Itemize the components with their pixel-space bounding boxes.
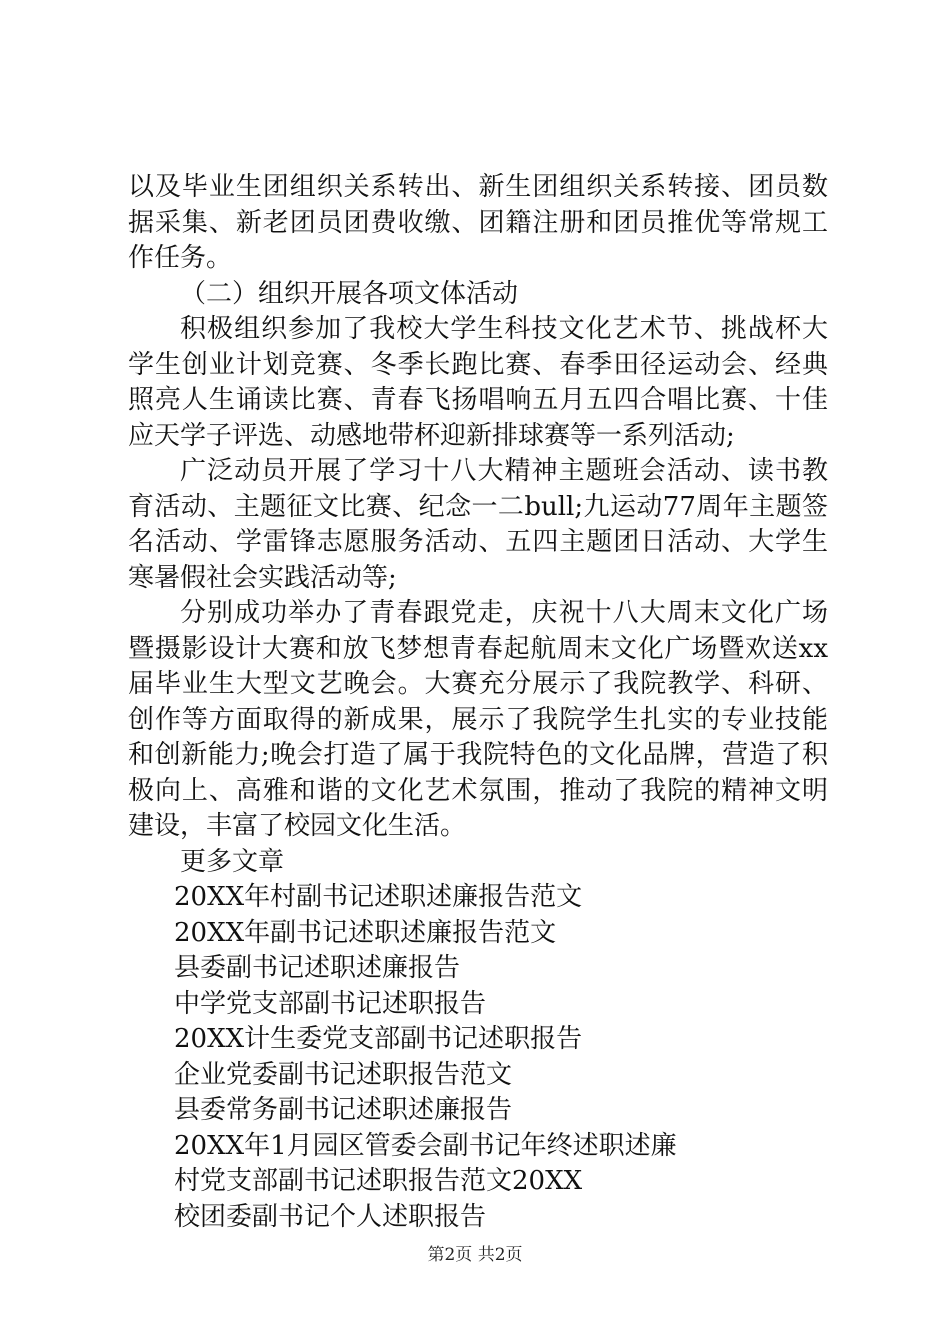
paragraph-events: 分别成功举办了青春跟党走，庆祝十八大周末文化广场暨摄影设计大赛和放飞梦想青春起航周末文化广场暨欢送xx届毕业生大型文艺晚会。大赛充分展示了我院教学、科研、创作等方面取得的新成果，展示了我院学生扎实的专业技能和创新能力;晚会打造了属于我院特色的文化品牌，营造了积极向上、高雅和谐的文化艺术氛围，推动了我院的精神文明建设，丰富了校园文化生活。 (128, 598, 828, 841)
more-articles-label: 更多文章 (180, 846, 285, 877)
article-link[interactable]: 校团委副书记个人述职报告 (174, 1201, 487, 1232)
page-footer: 第2页 共2页 (427, 1245, 523, 1265)
paragraph-activities: 积极组织参加了我校大学生科技文化艺术节、挑战杯大学生创业计划竞赛、冬季长跑比赛、春季田径运动会、经典照亮人生诵读比赛、青春飞扬唱响五月五四合唱比赛、十佳应天学子评选、动感地带杯迎新排球赛等一系列活动; (128, 314, 828, 451)
article-link[interactable]: 企业党委副书记述职报告范文 (174, 1059, 513, 1090)
document-body (128, 170, 828, 1235)
article-link[interactable]: 20XX计生委党支部副书记述职报告 (174, 1024, 583, 1054)
section-heading: （二）组织开展各项文体活动 (180, 278, 519, 309)
article-link[interactable]: 县委副书记述职述廉报告 (174, 953, 461, 983)
article-link[interactable]: 20XX年1月园区管委会副书记年终述职述廉 (174, 1130, 677, 1161)
paragraph-work-tasks: 以及毕业生团组织关系转出、新生团组织关系转接、团员数据采集、新老团员团费收缴、团籍注册和团员推优等常规工作任务。 (128, 172, 828, 273)
article-link[interactable]: 村党支部副书记述职报告范文20XX (174, 1166, 583, 1196)
more-articles-list (128, 880, 828, 1235)
article-link[interactable]: 20XX年村副书记述职述廉报告范文 (174, 882, 583, 912)
paragraph-mobilization: 广泛动员开展了学习十八大精神主题班会活动、读书教育活动、主题征文比赛、纪念一二bull;九运动77周年主题签名活动、学雷锋志愿服务活动、五四主题团日活动、大学生寒暑假社会实践活动等; (128, 456, 828, 593)
article-link[interactable]: 县委常务副书记述职述廉报告 (174, 1095, 513, 1125)
article-link[interactable]: 中学党支部副书记述职报告 (174, 988, 487, 1019)
article-link[interactable]: 20XX年副书记述职述廉报告范文 (174, 917, 557, 948)
